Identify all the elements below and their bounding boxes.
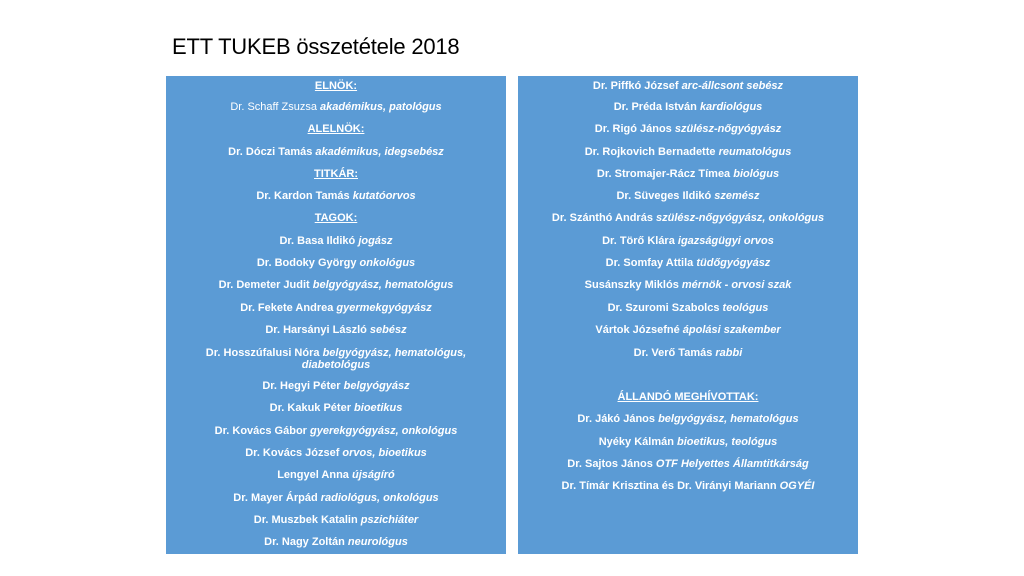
member-role: ápolási szakember xyxy=(682,324,781,336)
member-name: Dr. Szánthó András xyxy=(551,212,653,224)
member-role: szülész-nőgyógyász, onkológus xyxy=(656,212,825,224)
heading-tagok: TAGOK: xyxy=(314,212,358,224)
member-role: belgyógyász, hematológus, diabetológus xyxy=(301,347,467,371)
page-title: ETT TUKEB összetétele 2018 xyxy=(172,34,460,59)
heading-titkar: TITKÁR: xyxy=(314,168,358,180)
member-name: Dr. Szuromi Szabolcs xyxy=(607,302,720,314)
member-entry xyxy=(166,492,506,504)
invited-entry xyxy=(518,480,858,492)
member-entry xyxy=(518,347,858,359)
member-entry xyxy=(518,212,858,224)
member-entry xyxy=(166,447,506,459)
invited-entry xyxy=(518,436,858,448)
member-name: Dr. Kovács József xyxy=(245,447,340,459)
member-role: teológus xyxy=(722,302,769,314)
member-entry xyxy=(518,101,858,113)
member-role: pszichiáter xyxy=(360,514,419,526)
member-entry xyxy=(166,279,506,291)
member-role: kutatóorvos xyxy=(352,190,416,202)
member-role: OGYÉI xyxy=(779,480,815,492)
invited-entry xyxy=(518,458,858,470)
member-role: gyermekgyógyász xyxy=(336,302,432,314)
member-role: sebész xyxy=(369,324,407,336)
member-role: reumatológus xyxy=(718,146,792,158)
member-role: onkológus xyxy=(359,257,416,269)
member-role: bioetikus, teológus xyxy=(677,436,778,448)
invited-entry xyxy=(518,413,858,425)
member-role: biológus xyxy=(733,168,780,180)
member-entry xyxy=(166,235,506,247)
member-name: Dr. Bodoky György xyxy=(256,257,357,269)
member-name: Susánszky Miklós xyxy=(584,279,679,291)
member-role: belgyógyász, hematológus xyxy=(658,413,799,425)
alelnok-entry xyxy=(166,146,506,158)
member-role: gyerekgyógyász, onkológus xyxy=(310,425,458,437)
member-entry xyxy=(518,80,858,92)
titkar-entry xyxy=(166,190,506,202)
member-entry xyxy=(166,425,506,437)
member-entry xyxy=(518,190,858,202)
member-entry xyxy=(166,302,506,314)
member-entry xyxy=(166,380,506,392)
member-role: újságíró xyxy=(351,469,395,481)
member-role: szemész xyxy=(714,190,760,202)
member-entry xyxy=(518,146,858,158)
member-role: orvos, bioetikus xyxy=(342,447,427,459)
member-name: Dr. Kardon Tamás xyxy=(256,190,350,202)
member-name: Dr. Hosszúfalusi Nóra xyxy=(205,347,320,359)
member-name: Dr. Rojkovich Bernadette xyxy=(584,146,716,158)
member-entry xyxy=(166,469,506,481)
member-entry xyxy=(166,536,506,548)
member-role: tüdőgyógyász xyxy=(696,257,771,269)
member-name: Nyéky Kálmán xyxy=(598,436,674,448)
member-name: Dr. Stromajer-Rácz Tímea xyxy=(596,168,731,180)
member-name: Dr. Mayer Árpád xyxy=(233,492,318,504)
member-name: Dr. Schaff Zsuzsa xyxy=(230,101,317,113)
member-entry xyxy=(166,324,506,336)
member-role: igazságügyi orvos xyxy=(677,235,774,247)
member-entry xyxy=(518,257,858,269)
member-name: Dr. Basa Ildikó xyxy=(279,235,356,247)
member-role: bioetikus xyxy=(354,402,403,414)
member-entry xyxy=(518,235,858,247)
member-name: Dr. Piffkó József xyxy=(592,80,679,92)
member-role: OTF Helyettes Államtitkárság xyxy=(655,458,809,470)
member-name: Dr. Süveges Ildikó xyxy=(616,190,712,202)
member-name: Dr. Nagy Zoltán xyxy=(264,536,345,548)
member-name: Dr. Törő Klára xyxy=(602,235,675,247)
member-entry xyxy=(166,402,506,414)
member-role: arc-állcsont sebész xyxy=(681,80,784,92)
member-role: belgyógyász, hematológus xyxy=(312,279,454,291)
heading-alelnok: ALELNÖK: xyxy=(307,123,365,135)
member-entry xyxy=(518,168,858,180)
member-name: Lengyel Anna xyxy=(277,469,349,481)
member-name: Dr. Kovács Gábor xyxy=(214,425,307,437)
member-name: Dr. Jákó János xyxy=(577,413,655,425)
member-name: Dr. Kakuk Péter xyxy=(269,402,351,414)
left-member-panel xyxy=(166,76,506,554)
member-entry xyxy=(518,324,858,336)
member-entry xyxy=(518,123,858,135)
member-entry xyxy=(166,257,506,269)
member-name: Dr. Préda István xyxy=(613,101,697,113)
member-role: jogász xyxy=(358,235,393,247)
member-name: Dr. Sajtos János xyxy=(567,458,653,470)
elnok-entry xyxy=(166,101,506,113)
heading-invited: ÁLLANDÓ MEGHÍVOTTAK: xyxy=(617,391,759,403)
right-member-panel xyxy=(518,76,858,554)
member-name: Dr. Verő Tamás xyxy=(633,347,713,359)
member-name: Dr. Demeter Judit xyxy=(218,279,310,291)
member-name: Dr. Dóczi Tamás xyxy=(228,146,313,158)
member-role: rabbi xyxy=(715,347,743,359)
member-name: Dr. Harsányi László xyxy=(265,324,367,336)
member-entry xyxy=(518,279,858,291)
member-name: Dr. Hegyi Péter xyxy=(262,380,341,392)
member-role: mérnök - orvosi szak xyxy=(681,279,792,291)
member-name: Dr. Somfay Attila xyxy=(605,257,694,269)
member-role: neurológus xyxy=(347,536,408,548)
member-role: akadémikus, patológus xyxy=(320,101,442,113)
member-role: szülész-nőgyógyász xyxy=(674,123,782,135)
member-entry xyxy=(518,302,858,314)
member-role: radiológus, onkológus xyxy=(320,492,439,504)
member-name: Dr. Fekete Andrea xyxy=(240,302,334,314)
member-role: kardiológus xyxy=(699,101,763,113)
member-name: Vártok Józsefné xyxy=(595,324,680,336)
member-name: Dr. Rigó János xyxy=(594,123,672,135)
member-role: belgyógyász xyxy=(343,380,410,392)
member-entry xyxy=(166,514,506,526)
member-role: akadémikus, idegsebész xyxy=(315,146,444,158)
member-entry xyxy=(166,347,506,371)
member-name: Dr. Muszbek Katalin xyxy=(253,514,358,526)
member-name: Dr. Tímár Krisztina és Dr. Virányi Mariann xyxy=(561,480,777,492)
heading-elnok: ELNÖK: xyxy=(314,80,358,92)
